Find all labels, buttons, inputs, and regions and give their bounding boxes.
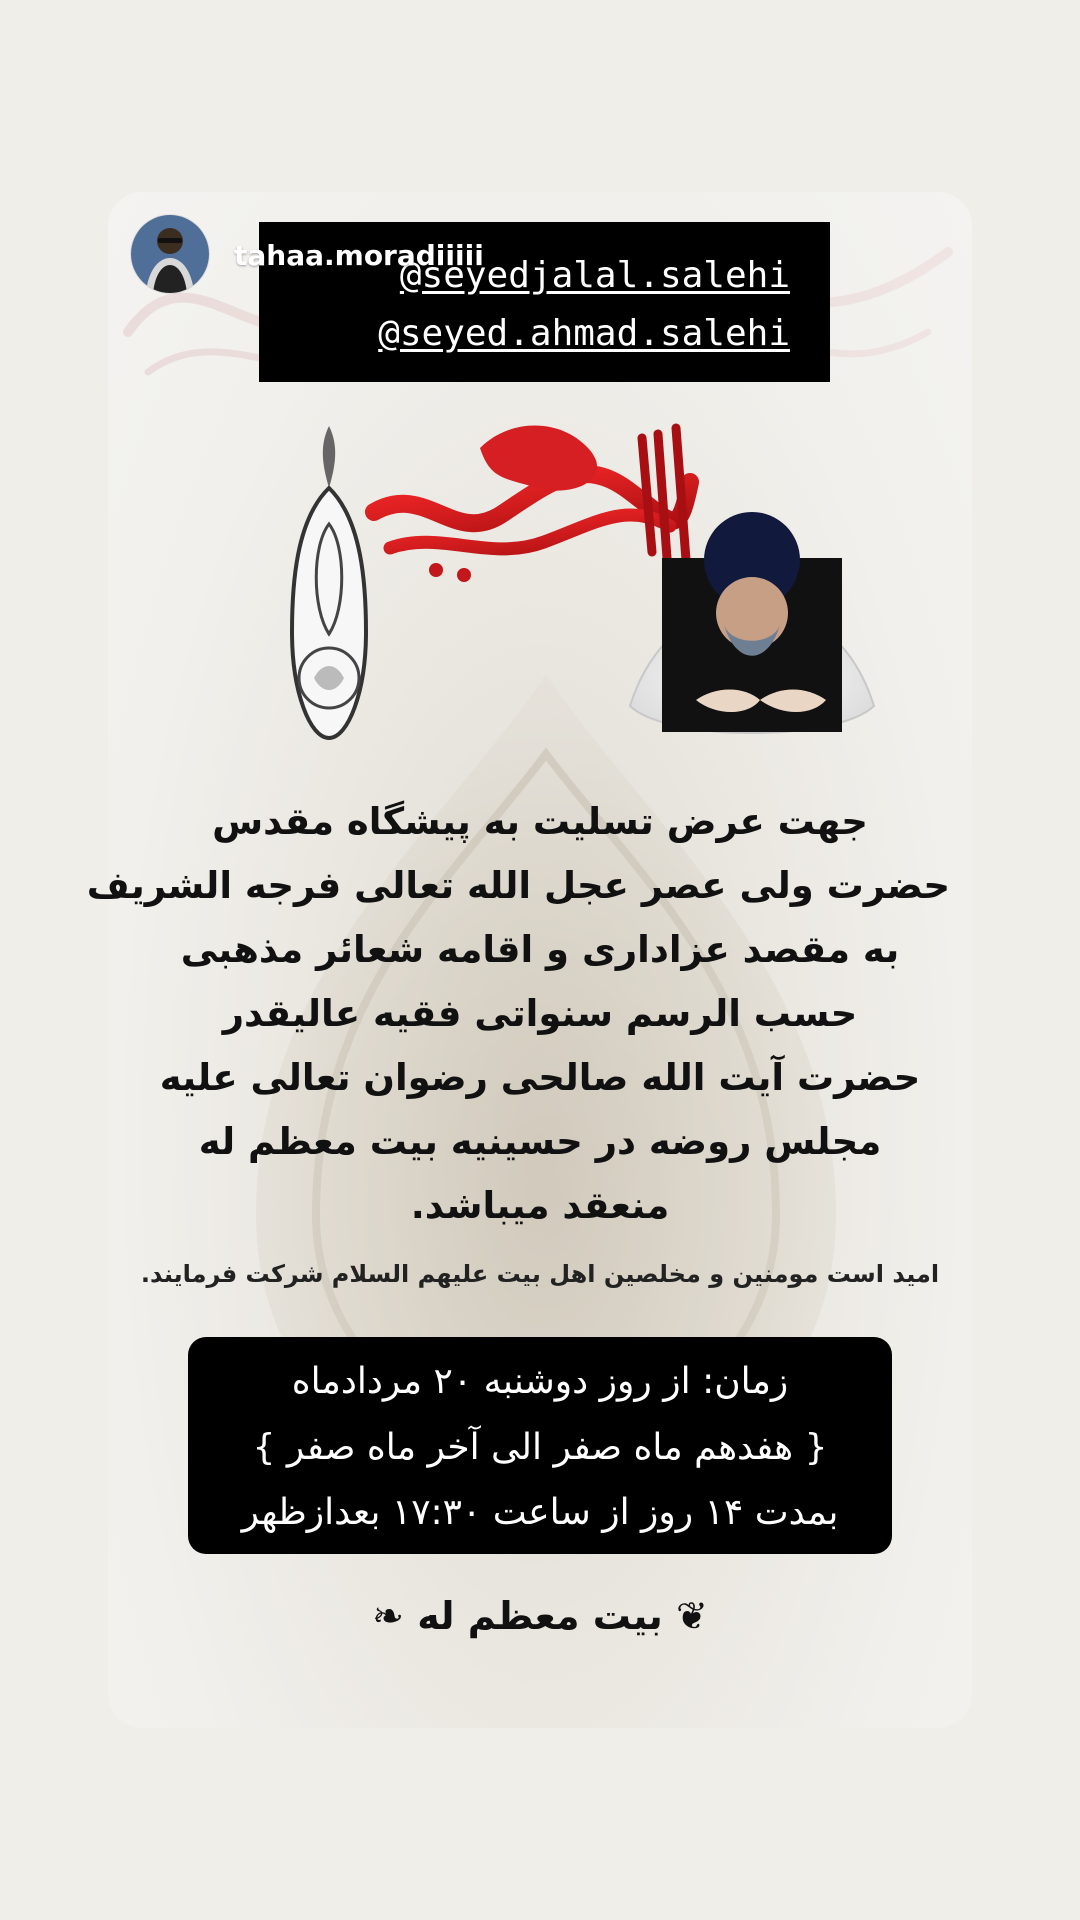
mention-seyedjalal[interactable]: @seyedjalal.salehi [399,255,790,296]
announcement-line-7: منعقد میباشد. [410,1184,670,1227]
signature-ornament-right: ❦ [676,1594,708,1638]
portrait-image [622,480,882,770]
profile-avatar-icon [131,215,209,293]
avatar[interactable] [131,215,209,293]
announcement-line-6: مجلس روضه در حسینیه بیت معظم له [198,1120,882,1163]
story-username[interactable]: tahaa.moradiiiii [234,239,484,272]
signature [130,1592,950,1640]
schedule-line-1: زمان: از روز دوشنبه ۲۰ مردادماه [291,1361,789,1402]
announcement-line-5: حضرت آیت الله صالحی رضوان تعالی علیه [159,1056,921,1099]
schedule-line-3: بمدت ۱۴ روز از ساعت ۱۷:۳۰ بعدازظهر [241,1492,839,1533]
schedule-box [188,1337,892,1554]
announcement-line-1: جهت عرض تسلیت به پیشگاه مقدس [212,800,868,843]
announcement-text [86,790,950,1238]
announcement-line-2: حضرت ولی عصر عجل الله تعالی فرجه الشریف [86,864,950,907]
announcement-line-3: به مقصد عزاداری و اقامه شعائر مذهبی [180,928,900,971]
invitation-text: امید است مومنین و مخلصین اهل بیت علیهم السلام شرکت فرمایند. [140,1260,940,1288]
mention-seyed-ahmad[interactable]: @seyed.ahmad.salehi [378,313,790,354]
signature-ornament-left: ❧ [372,1594,404,1638]
announcement-line-4: حسب الرسم سنواتی فقیه عالیقدر [222,992,858,1035]
signature-text: بیت معظم له [417,1594,663,1638]
ornament-icon [274,420,384,750]
schedule-line-2: { هفدهم ماه صفر الی آخر ماه صفر } [252,1427,828,1468]
